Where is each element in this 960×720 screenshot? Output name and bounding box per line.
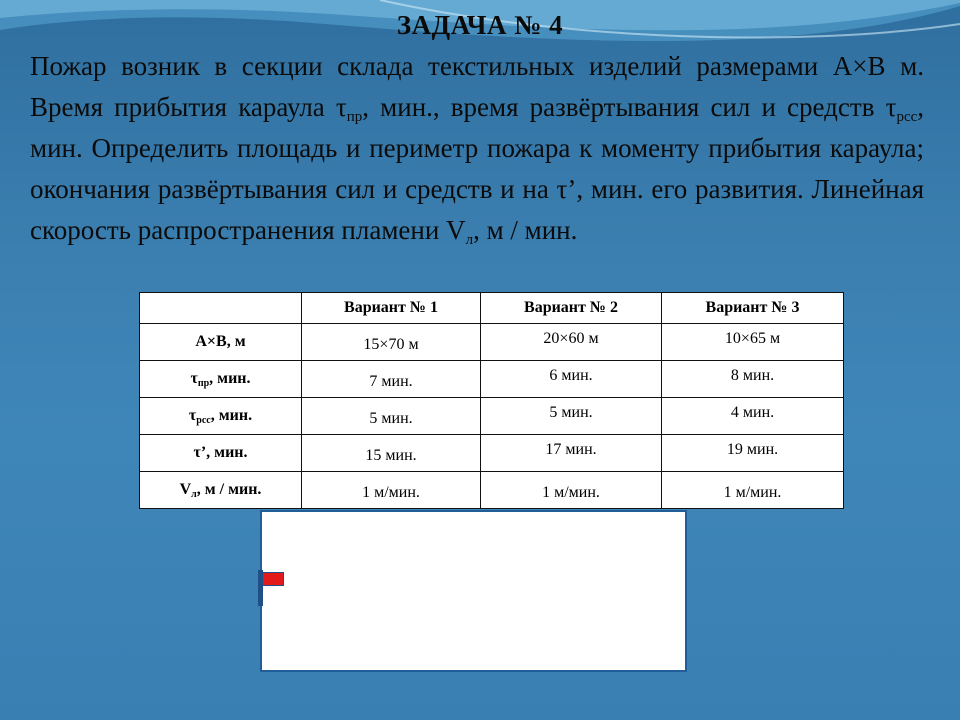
- row-label-sub: рсс: [196, 415, 211, 426]
- row-label-sub: пр: [197, 378, 210, 389]
- table-cell: 5 мин.: [481, 398, 662, 435]
- table-cell: 8 мин.: [662, 361, 844, 398]
- row-label-main: τ: [190, 370, 198, 387]
- row-label-tau-pr: [140, 361, 302, 398]
- table-header-row: [140, 293, 844, 324]
- table-cell: 4 мин.: [662, 398, 844, 435]
- row-label-rest: , мин.: [210, 407, 253, 424]
- table-cell: 7 мин.: [302, 361, 481, 398]
- problem-text-1: Пожар возник в секции склада текстильных изделий размерами А×В м. Время прибытия караула τ: [30, 51, 924, 122]
- row-label-main: V: [179, 481, 192, 498]
- problem-text-3: , мин. Определить площадь и периметр пожара к моменту прибытия караула; окончания развёртывания сил и средств и на τ’, мин. его развития. Линейная скорость распространения пламени V: [30, 92, 925, 245]
- table-cell: 19 мин.: [662, 435, 844, 472]
- table-cell: 1 м/мин.: [481, 472, 662, 509]
- table-cell: 15 мин.: [302, 435, 481, 472]
- tau-rss-subscript: рсс: [896, 109, 918, 125]
- problem-text-4: , м / мин.: [473, 215, 578, 245]
- page-title: ЗАДАЧА № 4: [396, 10, 564, 40]
- problem-text-2: , мин., время развёртывания сил и средств τ: [362, 92, 897, 122]
- row-label-rest: , м / мин.: [196, 481, 262, 498]
- row-label-tau-prime: τ’, мин.: [140, 435, 302, 472]
- v-l-subscript: л: [465, 232, 474, 248]
- table-cell: 1 м/мин.: [302, 472, 481, 509]
- table-header-variant-3: Вариант № 3: [662, 293, 844, 324]
- problem-statement: [30, 46, 924, 251]
- table-cell: 6 мин.: [481, 361, 662, 398]
- table-header-empty: [140, 293, 302, 324]
- row-label-v-l: [140, 472, 302, 509]
- table-row: [140, 398, 844, 435]
- row-label-rest: , мин.: [209, 370, 251, 387]
- table-row: [140, 324, 844, 361]
- table-header-variant-2: Вариант № 2: [481, 293, 662, 324]
- table-cell: 20×60 м: [481, 324, 662, 361]
- fire-source-flag-icon: [262, 572, 284, 586]
- table-cell: 17 мин.: [481, 435, 662, 472]
- table-cell: 1 м/мин.: [662, 472, 844, 509]
- row-label-dimensions: А×В, м: [140, 324, 302, 361]
- table-header-variant-1: Вариант № 1: [302, 293, 481, 324]
- warehouse-section-diagram: [260, 510, 687, 672]
- table-cell: 15×70 м: [302, 324, 481, 361]
- row-label-tau-rss: [140, 398, 302, 435]
- row-label-main: τ: [188, 407, 197, 424]
- row-label-sub: л: [191, 489, 197, 500]
- table-row: [140, 435, 844, 472]
- table-cell: 10×65 м: [662, 324, 844, 361]
- tau-pr-subscript: пр: [346, 109, 363, 125]
- table-row: [140, 472, 844, 509]
- table-row: [140, 361, 844, 398]
- table-cell: 5 мин.: [302, 398, 481, 435]
- variants-table: [139, 292, 844, 509]
